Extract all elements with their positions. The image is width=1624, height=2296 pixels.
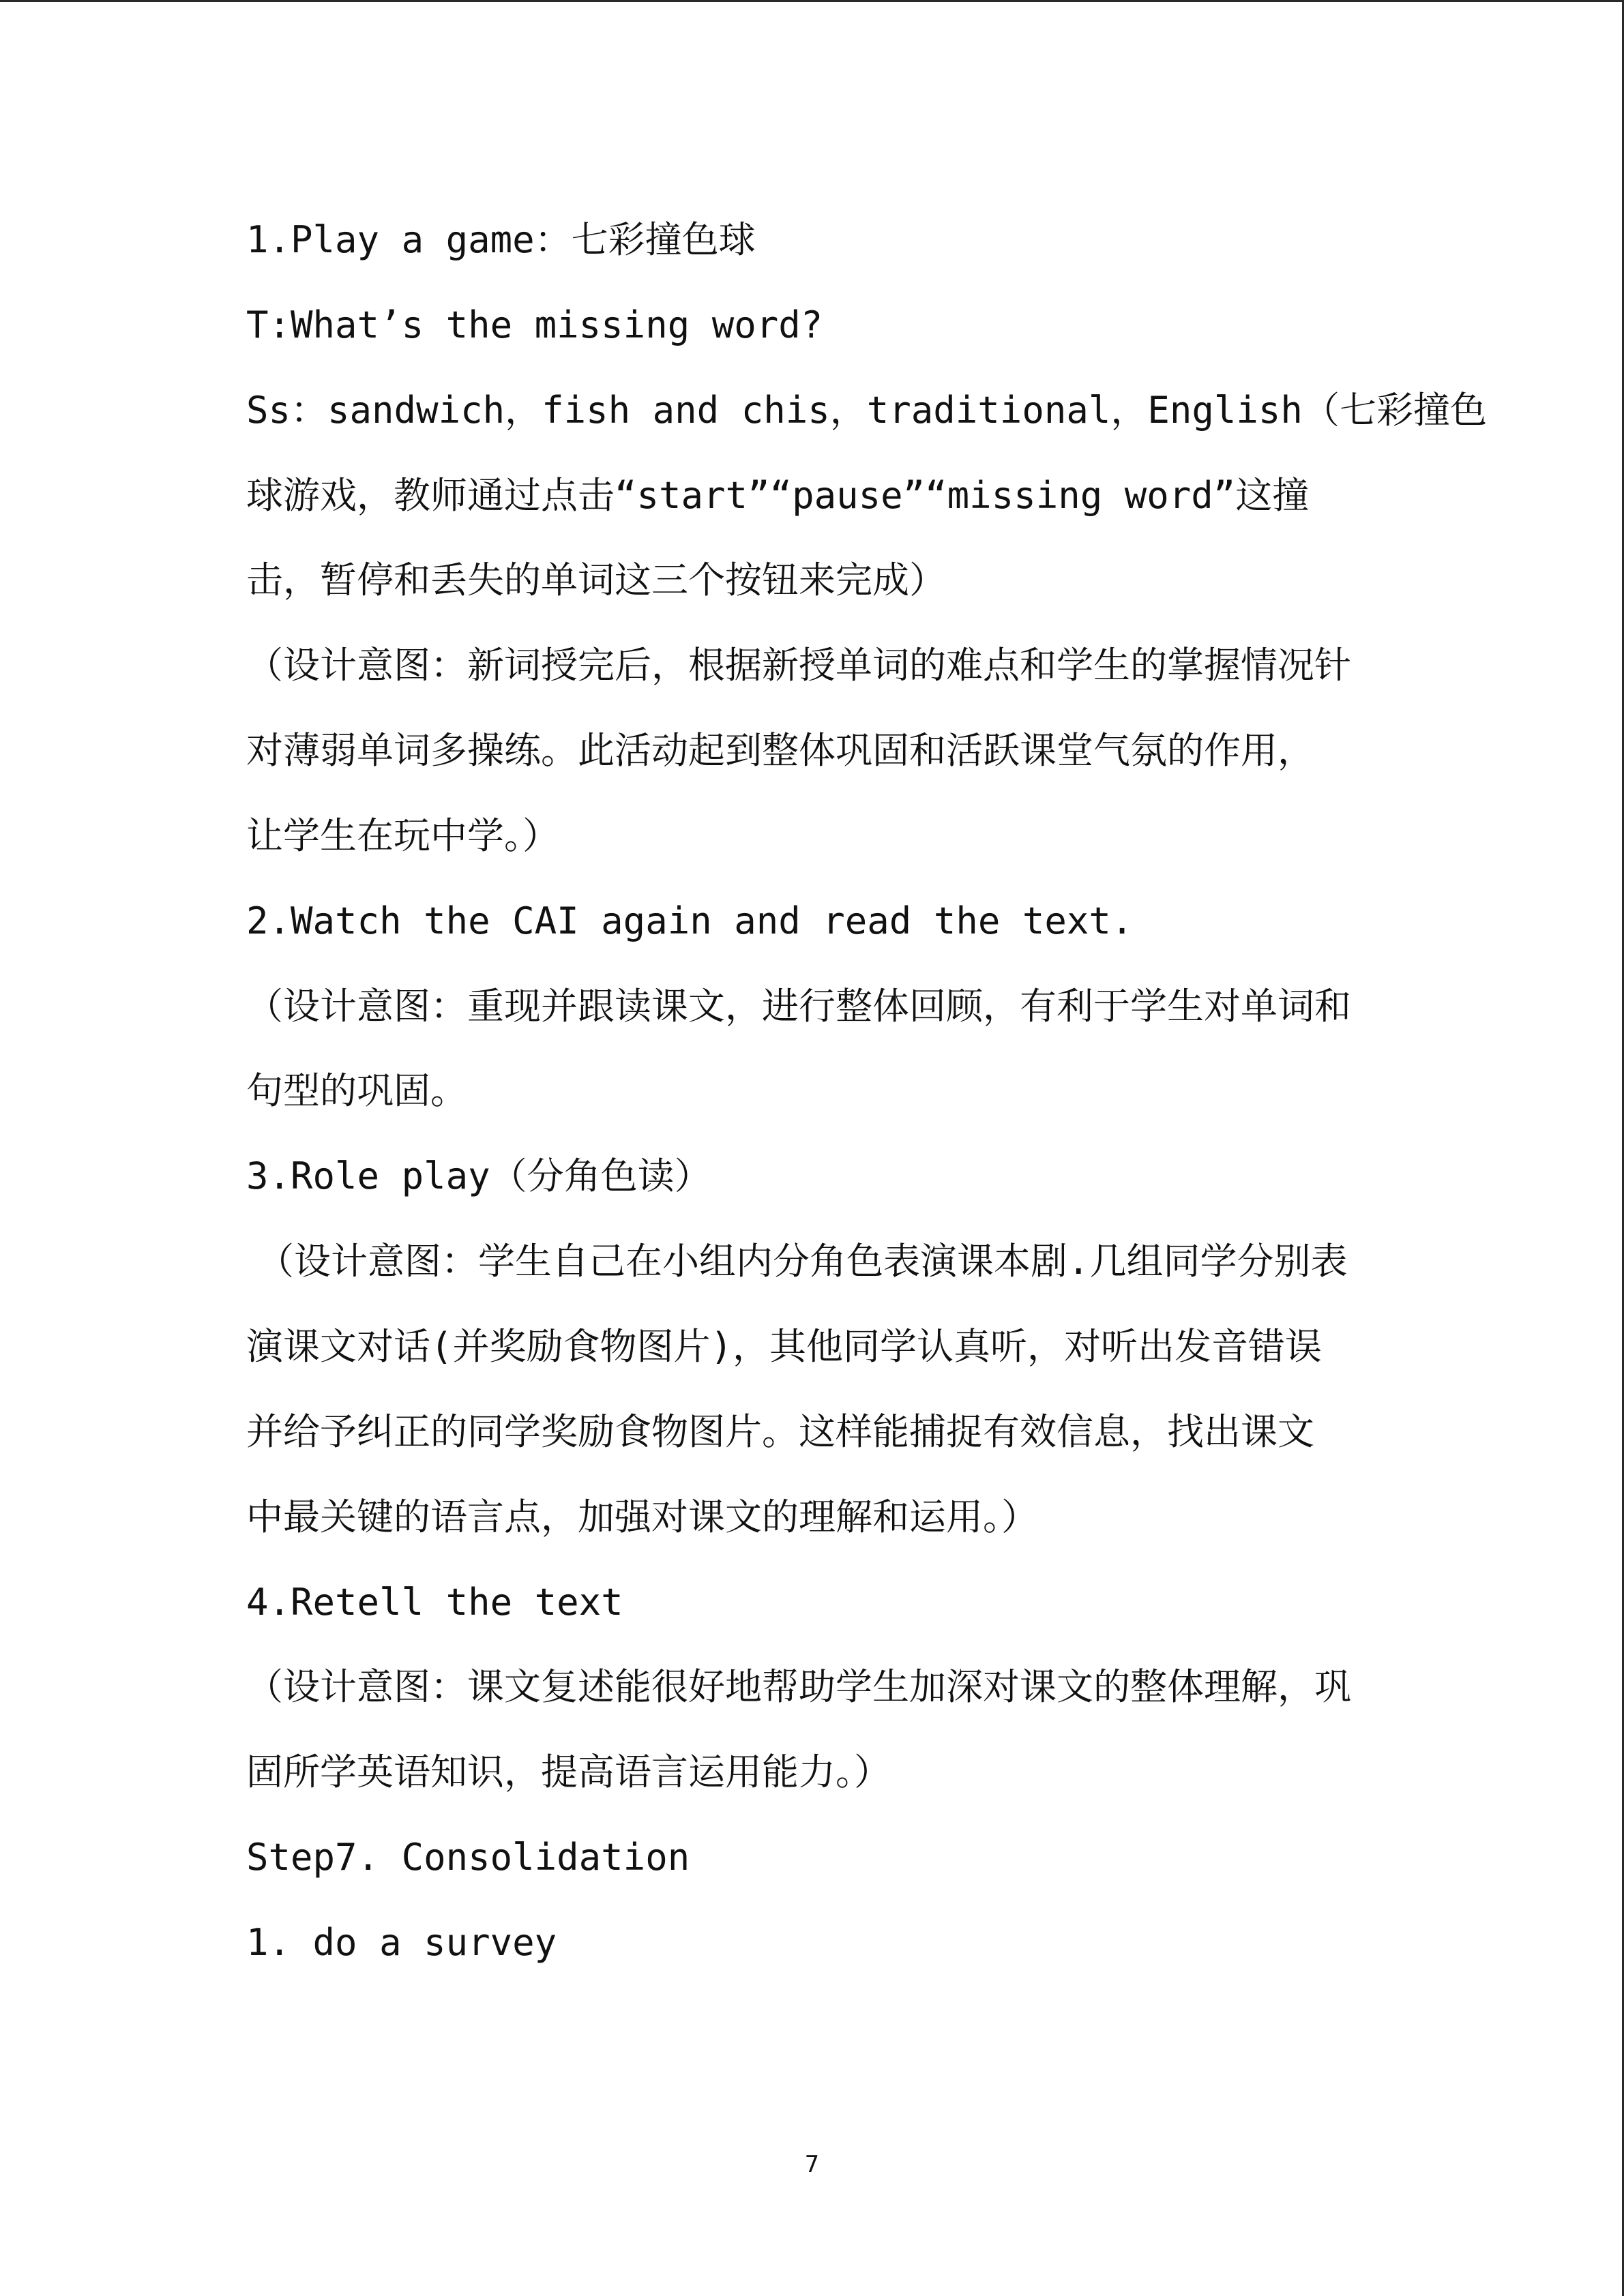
page-number: 7	[804, 2151, 820, 2178]
design-intent-line: （设计意图：重现并跟读课文，进行整体回顾，有利于学生对单词和	[246, 984, 1351, 1028]
students-answer-line: Ss：sandwich，fish and chis，traditional，English（七彩撞色	[246, 388, 1487, 432]
design-intent-line: 让学生在玩中学。）	[246, 814, 559, 857]
design-intent-line: 固所学英语知识，提高语言运用能力。）	[246, 1750, 891, 1794]
document-body	[246, 198, 1542, 1986]
design-intent-line: 中最关键的语言点，加强对课文的理解和运用。）	[246, 1495, 1038, 1538]
design-intent-line: 演课文对话(并奖励食物图片)，其他同学认真听，对听出发音错误	[246, 1324, 1323, 1368]
design-intent-line: 句型的巩固。	[246, 1069, 467, 1113]
design-intent-line: （设计意图：新词授完后，根据新授单词的难点和学生的掌握情况针	[246, 644, 1351, 687]
design-intent-line: （设计意图：学生自己在小组内分角色表演课本剧.几组同学分别表	[257, 1240, 1348, 1283]
design-intent-line: 对薄弱单词多操练。此活动起到整体巩固和活跃课堂气氛的作用，	[246, 729, 1314, 773]
activity-heading-retell: 4.Retell the text	[246, 1580, 623, 1624]
teacher-question-line: T:What’s the missing word?	[246, 303, 823, 346]
activity-heading-play-a-game: 1.Play a game：七彩撞色球	[246, 218, 756, 261]
activity-heading-watch-cai: 2.Watch the CAI again and read the text.	[246, 899, 1134, 942]
activity-heading-survey: 1. do a survey	[246, 1920, 557, 1964]
paragraph-line: 击，暂停和丢失的单词这三个按钮来完成）	[246, 558, 946, 602]
design-intent-line: （设计意图：课文复述能很好地帮助学生加深对课文的整体理解，巩	[246, 1665, 1351, 1709]
activity-heading-role-play: 3.Role play（分角色读）	[246, 1154, 711, 1198]
step-heading-consolidation: Step7. Consolidation	[246, 1836, 690, 1879]
paragraph-line: 球游戏，教师通过点击“start”“pause”“missing word”这撞	[246, 473, 1310, 517]
design-intent-line: 并给予纠正的同学奖励食物图片。这样能捕捉有效信息，找出课文	[246, 1410, 1314, 1453]
